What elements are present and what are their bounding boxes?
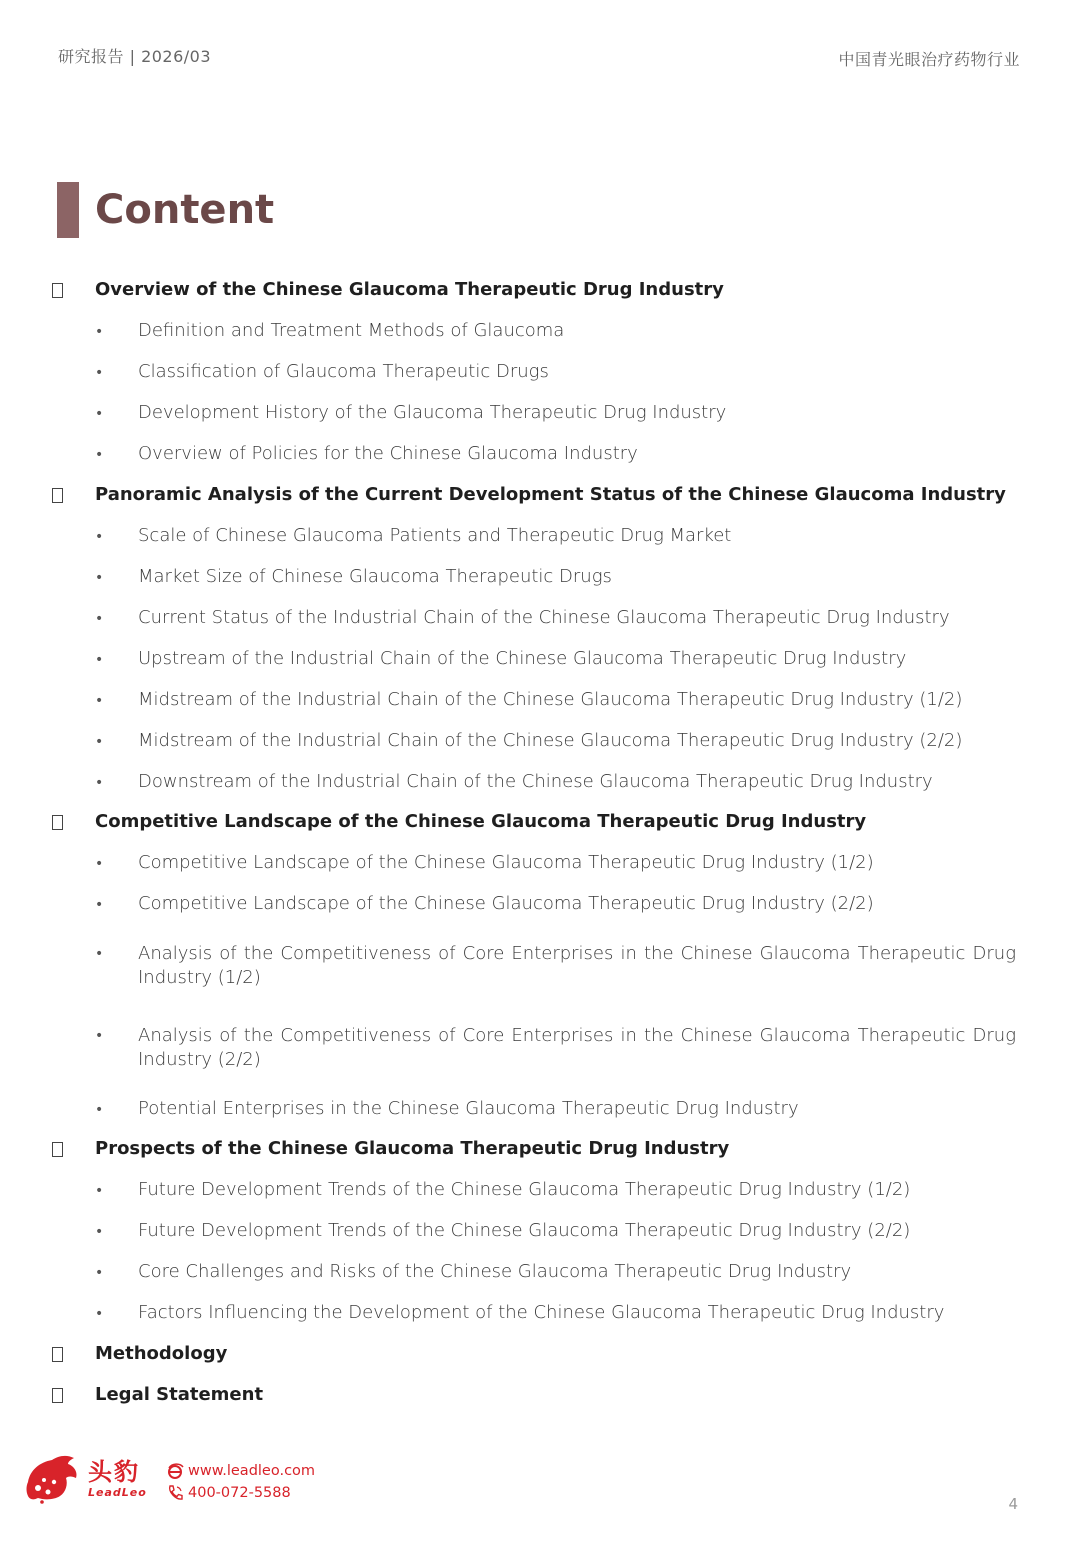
bullet-icon: •	[95, 693, 104, 709]
toc-section-title: Competitive Landscape of the Chinese Glaucoma Therapeutic Drug Industry	[95, 811, 867, 832]
bullet-icon: •	[95, 570, 104, 586]
toc-item-label: Classification of Glaucoma Therapeutic Drugs	[138, 361, 549, 382]
leopard-logo-icon	[24, 1452, 80, 1504]
toc-section-title: Overview of the Chinese Glaucoma Therapeutic Drug Industry	[95, 279, 724, 300]
bullet-icon: •	[95, 406, 104, 422]
toc-section-title: Legal Statement	[95, 1384, 264, 1405]
browser-e-icon	[166, 1462, 184, 1480]
bullet-icon: •	[95, 775, 104, 791]
toc-item-label: Potential Enterprises in the Chinese Glaucoma Therapeutic Drug Industry	[138, 1098, 799, 1119]
toc-item-label: Future Development Trends of the Chinese Glaucoma Therapeutic Drug Industry (2/2)	[138, 1220, 911, 1241]
section-marker-icon	[52, 488, 63, 503]
toc-item-label: Scale of Chinese Glaucoma Patients and Therapeutic Drug Market	[138, 525, 732, 546]
contact-info	[166, 1460, 315, 1504]
phone-number: 400-072-5588	[188, 1485, 291, 1501]
toc-item-label: Core Challenges and Risks of the Chinese Glaucoma Therapeutic Drug Industry	[138, 1261, 852, 1282]
header-report-date: 研究报告 | 2026/03	[58, 47, 212, 66]
toc-item-label: Market Size of Chinese Glaucoma Therapeutic Drugs	[138, 566, 612, 587]
bullet-icon: •	[95, 1028, 104, 1044]
header-industry-title: 中国青光眼治疗药物行业	[838, 50, 1020, 69]
bullet-icon: •	[95, 529, 104, 545]
toc-item-label: Definition and Treatment Methods of Glaucoma	[138, 320, 565, 341]
bullet-icon: •	[95, 611, 104, 627]
toc-section-title: Panoramic Analysis of the Current Development Status of the Chinese Glaucoma Industry	[95, 484, 1006, 505]
toc-section-title: Methodology	[95, 1343, 228, 1364]
bullet-icon: •	[95, 365, 104, 381]
bullet-icon: •	[95, 734, 104, 750]
bullet-icon: •	[95, 1265, 104, 1281]
bullet-icon: •	[95, 1102, 104, 1118]
bullet-icon: •	[95, 1183, 104, 1199]
toc-item-label: Downstream of the Industrial Chain of the Chinese Glaucoma Therapeutic Drug Industry	[138, 771, 933, 792]
leadleo-logo	[24, 1452, 147, 1504]
toc-item-label: Current Status of the Industrial Chain of the Chinese Glaucoma Therapeutic Drug Industry	[138, 607, 950, 628]
bullet-icon: •	[95, 946, 104, 962]
toc-item-label: Overview of Policies for the Chinese Glaucoma Industry	[138, 443, 638, 464]
bullet-icon: •	[95, 897, 104, 913]
toc-item-label: Competitive Landscape of the Chinese Glaucoma Therapeutic Drug Industry (1/2)	[138, 852, 874, 873]
toc-section-title: Prospects of the Chinese Glaucoma Therapeutic Drug Industry	[95, 1138, 730, 1159]
page-title: Content	[95, 187, 275, 233]
section-marker-icon	[52, 1388, 63, 1403]
toc-item-label-line2: Industry (1/2)	[138, 967, 261, 988]
logo-chinese-text: 头豹	[88, 1457, 140, 1486]
toc-item-label: Development History of the Glaucoma Therapeutic Drug Industry	[138, 402, 727, 423]
toc-item-label: Midstream of the Industrial Chain of the Chinese Glaucoma Therapeutic Drug Industry (1/2)	[138, 689, 963, 710]
toc-item-label	[138, 1024, 1016, 1072]
toc-item-label-line2: Industry (2/2)	[138, 1049, 261, 1070]
bullet-icon: •	[95, 324, 104, 340]
phone-row	[166, 1482, 315, 1504]
toc-item-label	[138, 942, 1016, 990]
content-heading	[57, 182, 274, 238]
bullet-icon: •	[95, 1224, 104, 1240]
toc-item-label: Factors Influencing the Development of the Chinese Glaucoma Therapeutic Drug Industry	[138, 1302, 945, 1323]
website-row[interactable]	[166, 1460, 315, 1482]
section-marker-icon	[52, 283, 63, 298]
toc-item-label: Midstream of the Industrial Chain of the Chinese Glaucoma Therapeutic Drug Industry (2/2)	[138, 730, 963, 751]
toc-item-label-line1: Analysis of the Competitiveness of Core Enterprises in the Chinese Glaucoma Therapeutic Drug	[138, 1025, 1016, 1046]
section-marker-icon	[52, 1142, 63, 1157]
bullet-icon: •	[95, 856, 104, 872]
bullet-icon: •	[95, 447, 104, 463]
toc-item-label: Future Development Trends of the Chinese Glaucoma Therapeutic Drug Industry (1/2)	[138, 1179, 911, 1200]
section-marker-icon	[52, 815, 63, 830]
page-number: 4	[1008, 1495, 1018, 1513]
website-link[interactable]: www.leadleo.com	[188, 1463, 316, 1479]
phone-icon	[166, 1484, 184, 1502]
section-marker-icon	[52, 1347, 63, 1362]
bullet-icon: •	[95, 1306, 104, 1322]
logo-english-text: LeadLeo	[88, 1485, 147, 1499]
toc-item-label: Upstream of the Industrial Chain of the Chinese Glaucoma Therapeutic Drug Industry	[138, 648, 907, 669]
title-accent-bar	[57, 182, 79, 238]
bullet-icon: •	[95, 652, 104, 668]
toc-item-label: Competitive Landscape of the Chinese Glaucoma Therapeutic Drug Industry (2/2)	[138, 893, 874, 914]
toc-item-label-line1: Analysis of the Competitiveness of Core Enterprises in the Chinese Glaucoma Therapeutic Drug	[138, 943, 1016, 964]
